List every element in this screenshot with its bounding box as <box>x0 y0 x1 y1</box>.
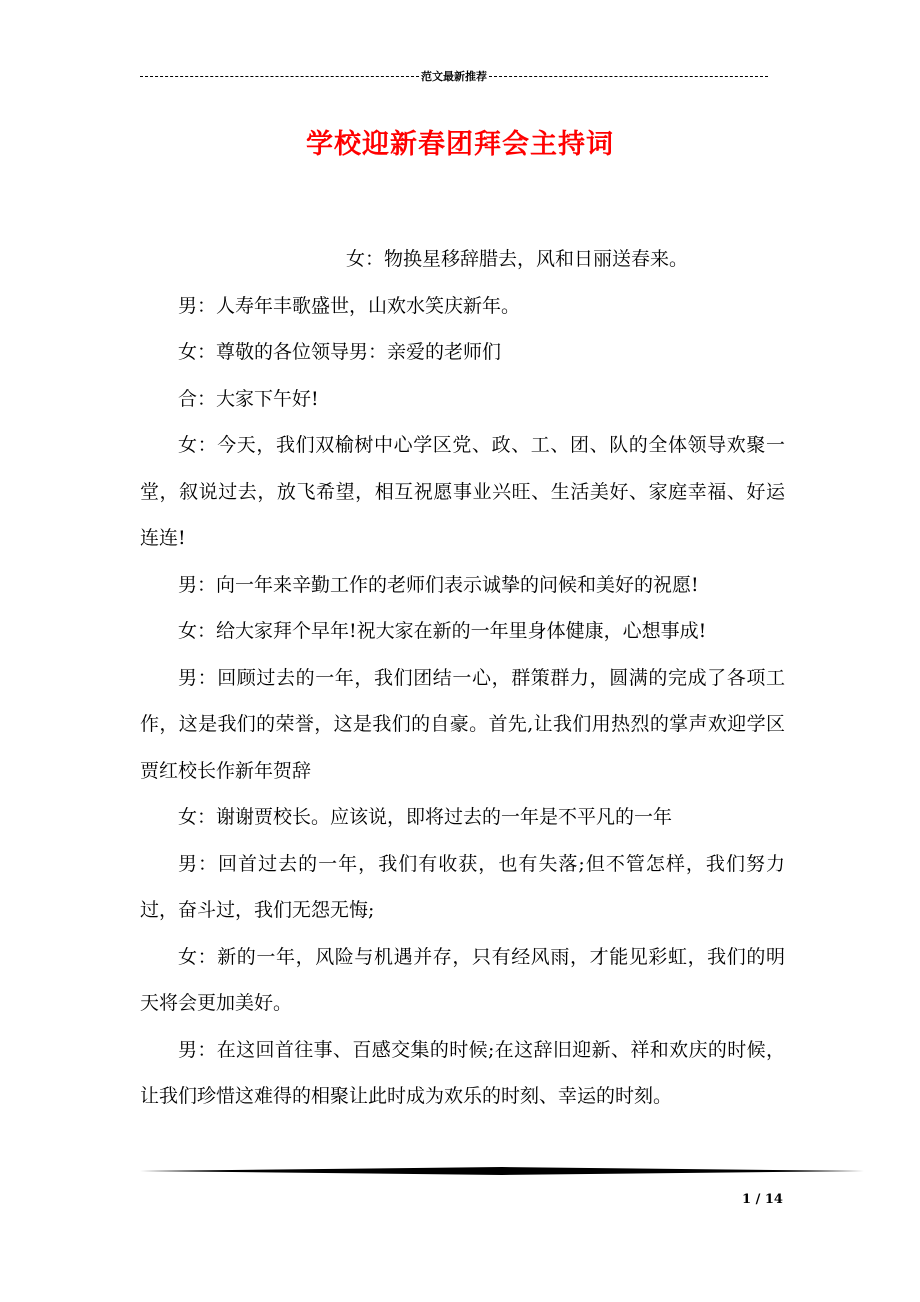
paragraph: 女：今天，我们双榆树中心学区党、政、工、团、队的全体领导欢聚一堂，叙说过去，放飞希望，相互祝愿事业兴旺、生活美好、家庭幸福、好运连连! <box>140 434 785 549</box>
paragraph: 女：物换星移辞腊去，风和日丽送春来。 <box>346 248 689 270</box>
paragraph: 女：新的一年，风险与机遇并存，只有经风雨，才能见彩虹，我们的明天将会更加美好。 <box>140 945 785 1014</box>
header-dash-left <box>140 76 419 77</box>
paragraph: 女：给大家拜个早年!祝大家在新的一年里身体健康，心想事成! <box>178 620 707 642</box>
paragraph: 男：在这回首往事、百感交集的时候;在这辞旧迎新、祥和欢庆的时候，让我们珍惜这难得的相聚让此时成为欢乐的时刻、幸运的时刻。 <box>140 1038 785 1107</box>
paragraph: 男：回顾过去的一年，我们团结一心，群策群力，圆满的完成了各项工作，这是我们的荣誉，这是我们的自豪。首先,让我们用热烈的掌声欢迎学区贾红校长作新年贺辞 <box>140 666 785 782</box>
header-label: 范文最新推荐 <box>421 70 487 83</box>
paragraph: 女：尊敬的各位领导男：亲爱的老师们 <box>178 341 502 363</box>
paragraph: 男：回首过去的一年，我们有收获，也有失落;但不管怎样，我们努力过，奋斗过，我们无怨无悔; <box>140 852 785 921</box>
paragraph: 女：谢谢贾校长。应该说，即将过去的一年是不平凡的一年 <box>178 806 673 828</box>
document-body <box>140 236 785 1120</box>
page-header <box>140 68 768 84</box>
footer-rule <box>140 1166 864 1176</box>
header-dash-right <box>489 76 768 77</box>
paragraph: 男：人寿年丰歌盛世，山欢水笑庆新年。 <box>178 294 521 317</box>
document-title: 学校迎新春团拜会主持词 <box>306 129 614 160</box>
paragraph: 合：大家下午好! <box>178 387 319 410</box>
paragraph: 男：向一年来辛勤工作的老师们表示诚挚的问候和美好的祝愿! <box>178 573 699 596</box>
page-number: 1 / 14 <box>742 1192 783 1207</box>
